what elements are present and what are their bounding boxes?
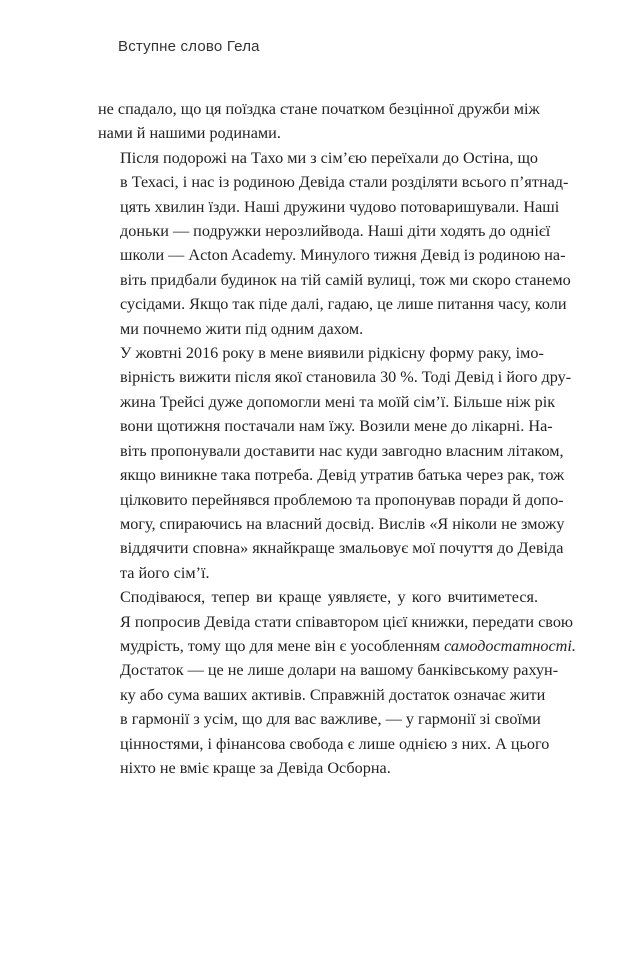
text-line: віть придбали будинок на тій самій вулиці, тож ми скоро станемо: [120, 270, 571, 289]
text-line: ми почнемо жити під одним дахом.: [120, 319, 364, 338]
text-line: Після подорожі на Тахо ми з сім’єю переїхали до Остіна, що: [120, 148, 538, 167]
text-line: доньки — подружки нерозлийвода. Наші діти ходять до однієї: [120, 222, 551, 241]
text-line: в гармонії з усім, що для вас важливе, — у гармонії зі своїми: [120, 710, 541, 729]
body-text: [98, 97, 576, 780]
text-line: вірність вижити після якої становила 30 %. Тоді Девід і його дру-: [120, 368, 572, 387]
text-line: віть пропонували доставити нас куди завгодно власним літаком,: [120, 441, 564, 460]
paragraph-4: [98, 585, 576, 780]
emphasis-word: самодостатності.: [444, 636, 576, 655]
text-line: цять хвилин їзди. Наші дружини чудово потоваришували. Наші: [120, 197, 560, 216]
text-line: Сподіваюся, тепер ви краще уявляєте, у кого вчитиметеся.: [120, 588, 538, 607]
text-line: не спадало, що ця поїздка стане початком безцінної дружби між: [98, 100, 540, 118]
text-line: нами й нашими родинами.: [98, 124, 281, 143]
text-line: якщо виникне така потреба. Девід утратив батька через рак, тож: [120, 466, 565, 485]
text-line: могу, спираючись на власний досвід. Вислів «Я ніколи не зможу: [120, 514, 565, 533]
running-head: Вступне слово Гела: [118, 38, 260, 55]
text-line: цінностями, і фінансова свобода є лише однією з них. А цього: [120, 734, 550, 753]
text-line: У жовтні 2016 року в мене виявили рідкісну форму раку, імо-: [120, 344, 544, 363]
text-line: жина Трейсі дуже допомогли мені та моїй сім’ї. Більше ніж рік: [120, 392, 556, 411]
text-line: ку або сума ваших активів. Справжній достаток означає жити: [120, 685, 546, 704]
text-line: цілковито перейнявся проблемою та пропонував поради й допо-: [120, 490, 564, 509]
text-line: сусідами. Якщо так піде далі, гадаю, це лише питання часу, коли: [120, 295, 567, 314]
text-line: Я попросив Девіда стати співавтором цієї книжки, передати свою: [120, 612, 574, 631]
text-fragment: мудрість, тому що для мене він є уособленням: [120, 636, 445, 655]
paragraph-3: [98, 341, 572, 585]
text-line: школи — Acton Academy. Минулого тижня Девід із родиною на-: [120, 246, 566, 265]
paragraph-1: [98, 97, 538, 146]
text-line: вони щотижня постачали нам їжу. Возили мене до лікарні. На-: [120, 417, 553, 436]
text-line: ніхто не вміє краще за Девіда Осборна.: [120, 758, 391, 777]
text-line-with-emphasis: [98, 634, 576, 658]
paragraph-2: [98, 146, 571, 341]
text-line: віддячити сповна» якнайкраще змальовує мої почуття до Девіда: [120, 539, 564, 558]
text-line: та його сім’ї.: [120, 563, 210, 582]
text-line: в Техасі, і нас із родиною Девіда стали розділяти всього п’ятнад-: [120, 173, 569, 192]
text-line: Достаток — це не лише долари на вашому банківському рахун-: [120, 661, 559, 680]
